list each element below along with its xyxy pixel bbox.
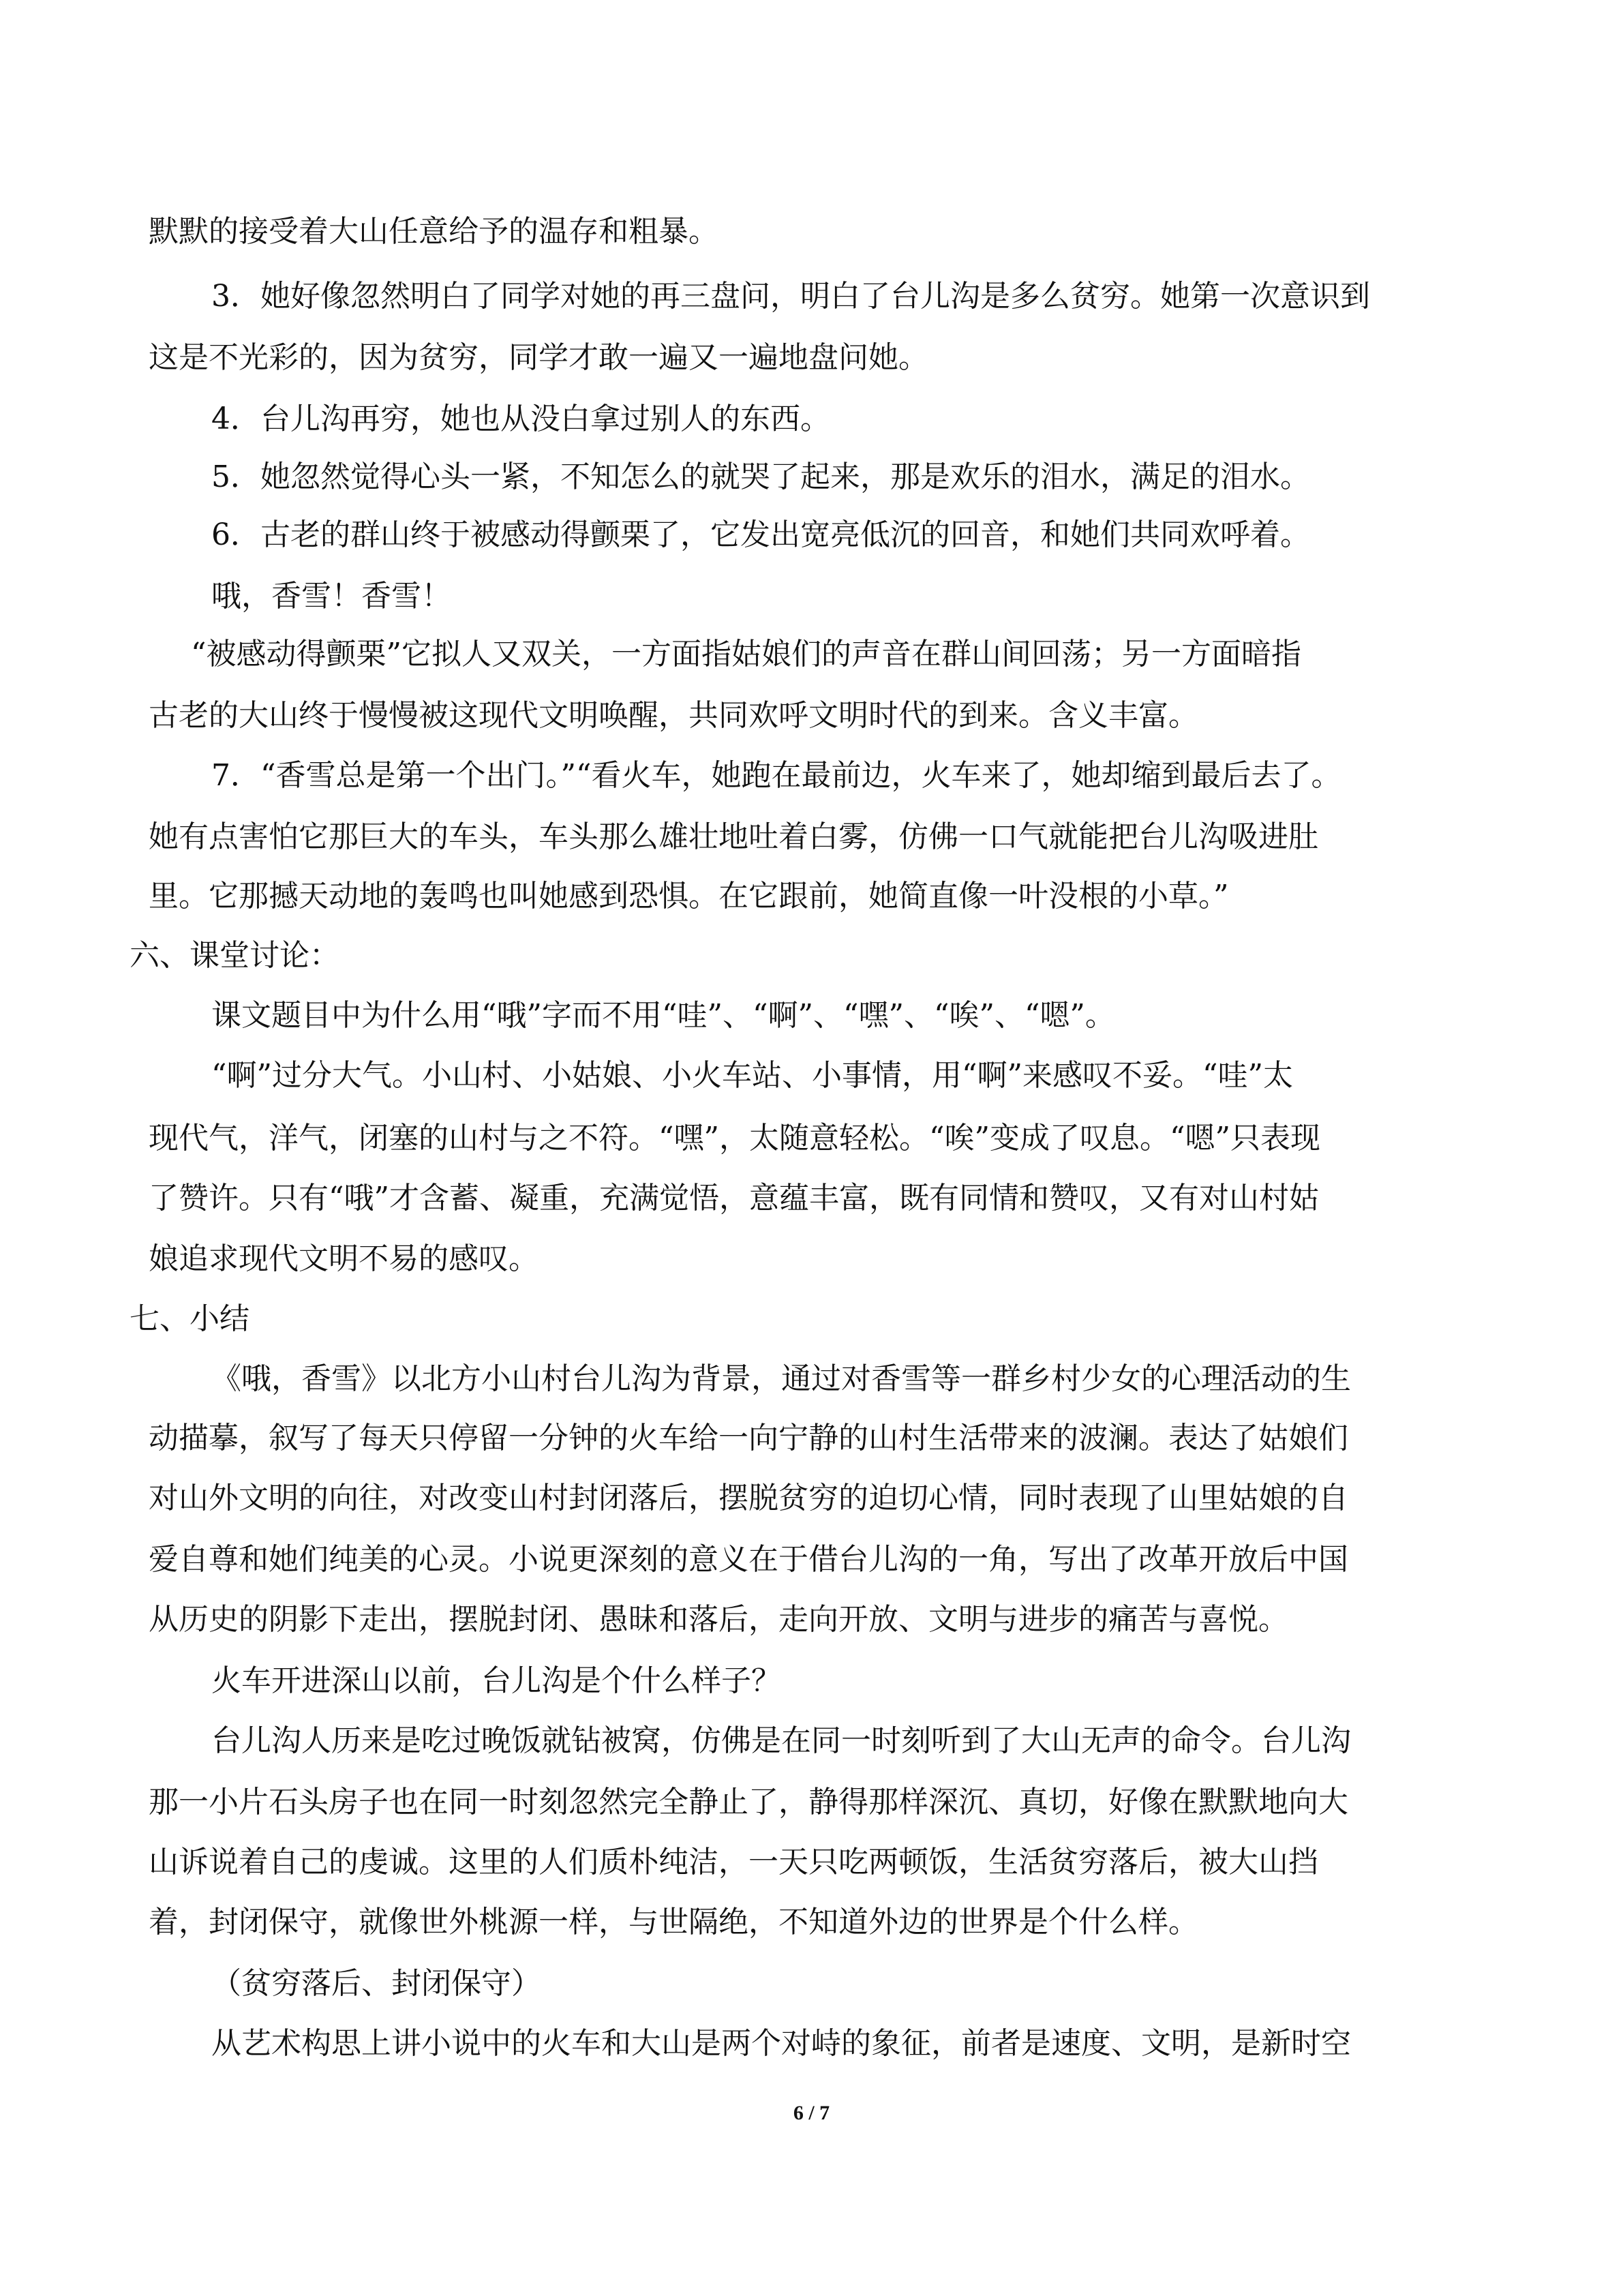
text-line: 娘追求现代文明不易的感叹。 — [149, 1241, 539, 1276]
text-line: 火车开进深山以前，台儿沟是个什么样子？ — [211, 1663, 781, 1698]
text-line: 从艺术构思上讲小说中的火车和大山是两个对峙的象征，前者是速度、文明，是新时空 — [211, 2026, 1351, 2061]
text-line: 4．台儿沟再穷，她也从没白拿过别人的东西。 — [211, 402, 830, 436]
text-line: 了赞许。只有“哦”才含蓄、凝重，充满觉悟，意蕴丰富，既有同情和赞叹，又有对山村姑 — [149, 1181, 1319, 1215]
text-line: 7．“香雪总是第一个出门。”“看火车，她跑在最前边，火车来了，她却缩到最后去了。 — [211, 758, 1341, 793]
text-line: 着，封闭保守，就像世外桃源一样，与世隔绝，不知道外边的世界是个什么样。 — [149, 1905, 1198, 1939]
text-line: 她有点害怕它那巨大的车头，车头那么雄壮地吐着白雾，仿佛一口气就能把台儿沟吸进肚 — [149, 819, 1318, 854]
text-line: 台儿沟人历来是吃过晚饭就钻被窝，仿佛是在同一时刻听到了大山无声的命令。台儿沟 — [211, 1723, 1351, 1758]
text-line: 这是不光彩的，因为贫穷，同学才敢一遍又一遍地盘问她。 — [149, 340, 928, 375]
text-line: （贫穷落后、封闭保守） — [211, 1966, 541, 2001]
page-number: 6 / 7 — [793, 2102, 830, 2124]
text-line: 里。它那撼天动地的轰鸣也叫她感到恐惧。在它跟前，她简直像一叶没根的小草。” — [149, 879, 1229, 913]
text-line: 现代气，洋气，闭塞的山村与之不符。“嘿”，太随意轻松。“唉”变成了叹息。“嗯”只表现 — [149, 1121, 1320, 1155]
text-line: 那一小片石头房子也在同一时刻忽然完全静止了，静得那样深沉、真切，好像在默默地向大 — [149, 1785, 1348, 1819]
text-line: 6．古老的群山终于被感动得颤栗了，它发出宽亮低沉的回音，和她们共同欢呼着。 — [211, 517, 1310, 552]
section-heading: 七、小结 — [130, 1301, 249, 1336]
text-line: 哦，香雪！香雪！ — [211, 579, 451, 614]
text-line: 《哦，香雪》以北方小山村台儿沟为背景，通过对香雪等一群乡村少女的心理活动的生 — [211, 1361, 1351, 1396]
text-line: 从历史的阴影下走出，摆脱封闭、愚昧和落后，走向开放、文明与进步的痛苦与喜悦。 — [149, 1602, 1288, 1637]
text-line: 古老的大山终于慢慢被这现代文明唤醒，共同欢呼文明时代的到来。含义丰富。 — [149, 698, 1198, 733]
text-line: “啊”过分大气。小山村、小姑娘、小火车站、小事情，用“啊”来感叹不妥。“哇”太 — [211, 1058, 1293, 1093]
text-line: “被感动得颤栗”它拟人又双关，一方面指姑娘们的声音在群山间回荡；另一方面暗指 — [191, 637, 1301, 671]
text-line: 默默的接受着大山任意给予的温存和粗暴。 — [149, 214, 718, 249]
text-line: 动描摹，叙写了每天只停留一分钟的火车给一向宁静的山村生活带来的波澜。表达了姑娘们 — [149, 1421, 1348, 1455]
section-heading: 六、课堂讨论： — [130, 938, 339, 973]
text-line: 5．她忽然觉得心头一紧，不知怎么的就哭了起来，那是欢乐的泪水，满足的泪水。 — [211, 459, 1310, 494]
text-line: 山诉说着自己的虔诚。这里的人们质朴纯洁，一天只吃两顿饭，生活贫穷落后，被大山挡 — [149, 1845, 1318, 1879]
text-line: 对山外文明的向往，对改变山村封闭落后，摆脱贫穷的迫切心情，同时表现了山里姑娘的自 — [149, 1481, 1348, 1515]
text-line: 课文题目中为什么用“哦”字而不用“哇”、“啊”、“嘿”、“唉”、“嗯”。 — [211, 998, 1115, 1033]
text-line: 3．她好像忽然明白了同学对她的再三盘问，明白了台儿沟是多么贫穷。她第一次意识到 — [211, 279, 1370, 314]
text-line: 爱自尊和她们纯美的心灵。小说更深刻的意义在于借台儿沟的一角，写出了改革开放后中国 — [149, 1542, 1348, 1577]
